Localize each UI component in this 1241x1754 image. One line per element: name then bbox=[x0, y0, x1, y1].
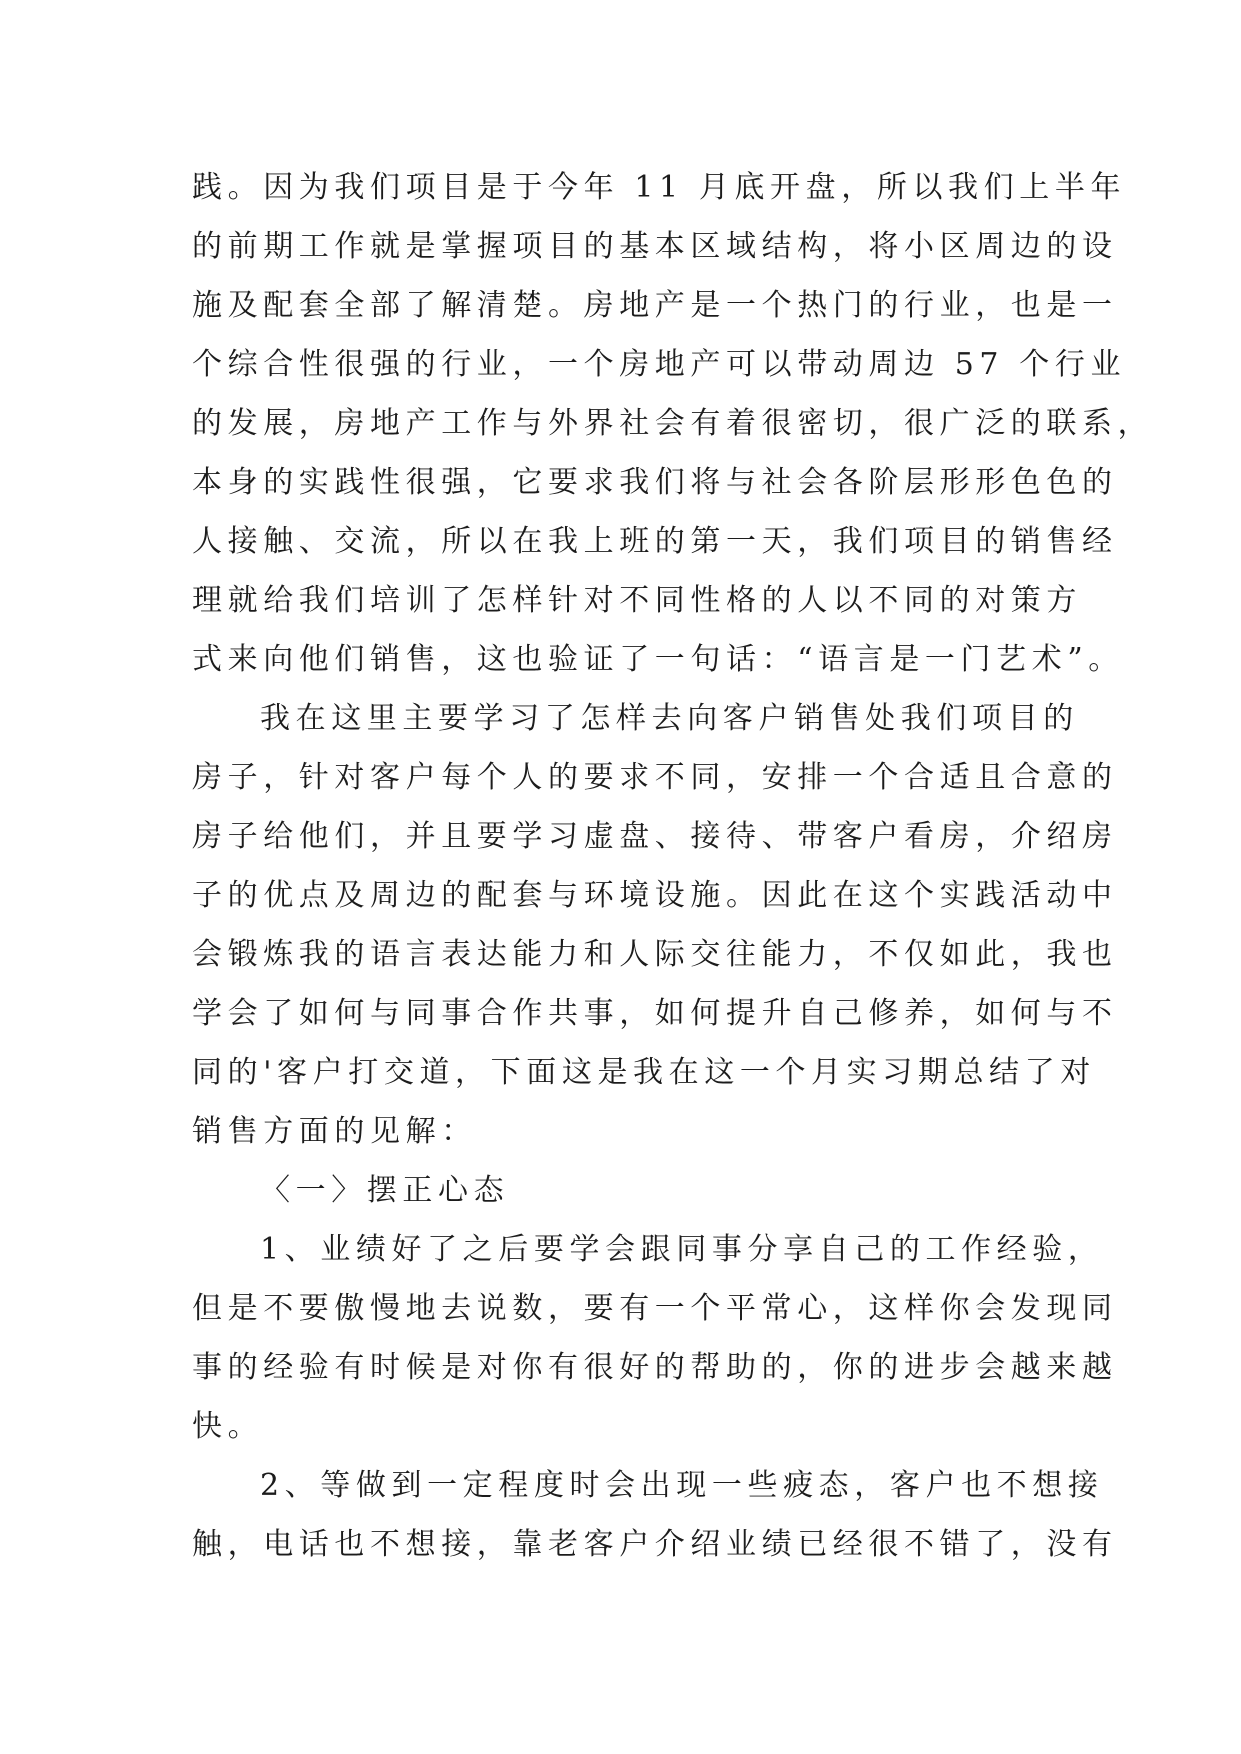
text-line: 个综合性很强的行业，一个房地产可以带动周边 57 个行业 bbox=[192, 347, 1127, 382]
text-line: 会锻炼我的语言表达能力和人际交往能力，不仅如此，我也 bbox=[192, 937, 1118, 972]
section-heading: 〈一〉摆正心态 bbox=[260, 1173, 510, 1208]
text-line: 销售方面的见解： bbox=[192, 1114, 477, 1149]
body-text bbox=[192, 158, 1154, 1574]
text-line: 触，电话也不想接，靠老客户介绍业绩已经很不错了，没有 bbox=[192, 1527, 1118, 1562]
text-line: 本身的实践性很强，它要求我们将与社会各阶层形形色色的 bbox=[192, 465, 1118, 500]
text-line: 快。 bbox=[192, 1409, 264, 1444]
text-line: 但是不要傲慢地去说数，要有一个平常心，这样你会发现同 bbox=[192, 1291, 1118, 1326]
paragraph-start-line: 2、等做到一定程度时会出现一些疲态，客户也不想接 bbox=[260, 1468, 1104, 1503]
text-line: 践。因为我们项目是于今年 11 月底开盘，所以我们上半年 bbox=[192, 170, 1127, 205]
text-line: 式来向他们销售，这也验证了一句话：“语言是一门艺术”。 bbox=[192, 642, 1124, 677]
text-line: 人接触、交流，所以在我上班的第一天，我们项目的销售经 bbox=[192, 524, 1118, 559]
paragraph-start-line: 我在这里主要学习了怎样去向客户销售处我们项目的 bbox=[260, 701, 1079, 736]
paragraph-start-line: 1、业绩好了之后要学会跟同事分享自己的工作经验， bbox=[260, 1232, 1104, 1267]
text-line: 房子给他们，并且要学习虚盘、接待、带客户看房，介绍房 bbox=[192, 819, 1118, 854]
text-line: 房子，针对客户每个人的要求不同，安排一个合适且合意的 bbox=[192, 760, 1118, 795]
text-line: 的发展，房地产工作与外界社会有着很密切，很广泛的联系， bbox=[192, 406, 1154, 441]
text-line: 的前期工作就是掌握项目的基本区域结构，将小区周边的设 bbox=[192, 229, 1118, 264]
text-line: 子的优点及周边的配套与环境设施。因此在这个实践活动中 bbox=[192, 878, 1118, 913]
text-line: 施及配套全部了解清楚。房地产是一个热门的行业，也是一 bbox=[192, 288, 1118, 323]
text-line: 理就给我们培训了怎样针对不同性格的人以不同的对策方 bbox=[192, 583, 1082, 618]
text-line: 学会了如何与同事合作共事，如何提升自己修养，如何与不 bbox=[192, 996, 1118, 1031]
text-line: 事的经验有时候是对你有很好的帮助的，你的进步会越来越 bbox=[192, 1350, 1118, 1385]
text-line: 同的'客户打交道，下面这是我在这一个月实习期总结了对 bbox=[192, 1055, 1096, 1090]
